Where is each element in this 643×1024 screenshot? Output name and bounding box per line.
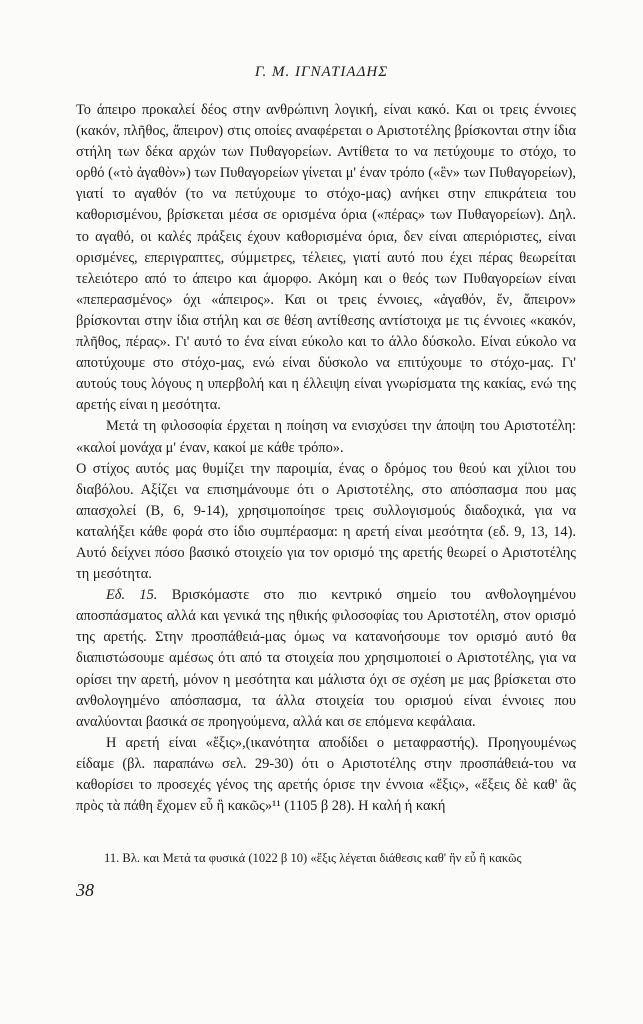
paragraph-4-text: Βρισκόμαστε στο πιο κεντρικό σημείο του ανθολογημένου αποσπάσματος αλλά και γενικά της ηθικής φιλοσοφίας του Αριστοτέλη, στον ορισμό της αρετής. Στην προσπάθειά-μας όμως να κατανοήσουμε τον ορισμό αυτό θα διαπιστώσουμε αμέσως ότι από τα στοιχεία που χρησιμοποιεί ο Αριστοτέλης, για να ορίσει την αρετή, μόνον η μεσότητα και μάλιστα όχι σε σχέση με μας βρίσκεται στο ανθολογημένο απόσπασμα, τα άλλα στοιχεία του ορισμού είναι έννοιες που αναλύονται βασικά σε προηγούμενα, αλλά και σε επόμενα κεφάλαια. [76, 587, 576, 730]
paragraph-3: Ο στίχος αυτός μας θυμίζει την παροιμία, ένας ο δρόμος του θεού και χίλιοι του διαβόλου. Αξίζει να επισημάνουμε ότι ο Αριστοτέλης, στο απόσπασμα που μας απασχολεί (Β, 6, 9-14), χρησιμοποίησε τρεις συλλογισμούς διαδοχικά, για να καταλήξει κάθε φορά στο ίδιο συμπέρασμα: η αρετή είναι μεσότητα (εδ. 9, 13, 14). Αυτό δείχνει πόσο βασικό στοιχείο για τον ορισμό της αρετής θεωρεί ο Αριστοτέλης τη μεσότητα. [76, 460, 576, 583]
running-header: Γ. Μ. ΙΓΝΑΤΙΑΔΗΣ [254, 64, 389, 80]
paragraph-2: Μετά τη φιλοσοφία έρχεται η ποίηση να ενισχύσει την άποψη του Αριστοτέλη: «καλοί μονάχα μ' έναν, κακοί με κάθε τρόπο». [76, 418, 576, 456]
main-text [76, 100, 576, 817]
paragraph-1: Το άπειρο προκαλεί δέος στην ανθρώπινη λογική, είναι κακό. Και οι τρεις έννοιες (κακόν, πλῆθος, ἄπειρον) στις οποίες αναφέρεται ο Αριστοτέλης βρίσκονται στην ίδια στήλη των δέκα αρχών των Πυθαγορείων. Αντίθετα το να πετύχουμε το στόχο, το ορθό («τὸ ἀγαθὸν») των Πυθαγορείων γίνεται μ' έναν τρόπο («ἓν» των Πυθαγορείων), γιατί το αγαθόν (το να πετύχουμε το στόχο-μας) ανήκει στην επικράτεια του καθορισμένου, βρίσκεται μέσα σε ορισμένα όρια («πέρας» των Πυθαγορείων). Δηλ. το αγαθό, οι καλές πράξεις έχουν καθορισμένα όρια, δεν είναι απεριόριστες, είναι ορισμένες, επεριγραπτες, σύμμετρες, τέλειες, γιατί αυτό που έχει πέρας θεωρείται τελειότερο από το άπειρο και άμορφο. Ακόμη και ο θεός των Πυθαγορείων είναι «πεπερασμένος» όχι «άπειρος». Και οι τρεις έννοιες, «ἀγαθόν, ἕν, ἄπειρον» βρίσκονται στην ίδια στήλη και σε θέση αντίθεσης αντίστοιχα με τις έννοιες «κακόν, πλῆθος, πέρας». Γι' αυτό το ένα είναι εύκολο και το άλλο δύσκολο. Είναι εύκολο να αποτύχουμε στο στόχο-μας, ενώ είναι δύσκολο να επιτύχουμε το στόχο-μας. Γι' αυτούς τους λόγους η υπερβολή και η έλλειψη είναι γνωρίσματα της κακίας, ενώ της αρετής είναι η μεσότητα. [76, 102, 576, 414]
footnote: 11. Βλ. και Μετά τα φυσικά (1022 β 10) «ἕξις λέγεται διάθεσις καθ' ἣν εὖ ἢ κακῶς [104, 851, 522, 865]
page-number: 38 [76, 880, 94, 900]
paragraph-4 [76, 585, 576, 733]
section-label: Εδ. 15. [106, 587, 158, 604]
paragraph-5: Η αρετή είναι «ἕξις»,(ικανότητα αποδίδει ο μεταφραστής). Προηγουμένως είδαμε (βλ. παραπάνω σελ. 29-30) ότι ο Αριστοτέλης στην προσπάθειά-του να καθορίσει το προσεχές γένος της αρετής όρισε την έννοια «ἕξις», «ἕξεις δὲ καθ' ἃς πρὸς τὰ πάθη ἔχομεν εὖ ἢ κακῶς»¹¹ (1105 β 28). Η καλή ή κακή [76, 734, 576, 815]
